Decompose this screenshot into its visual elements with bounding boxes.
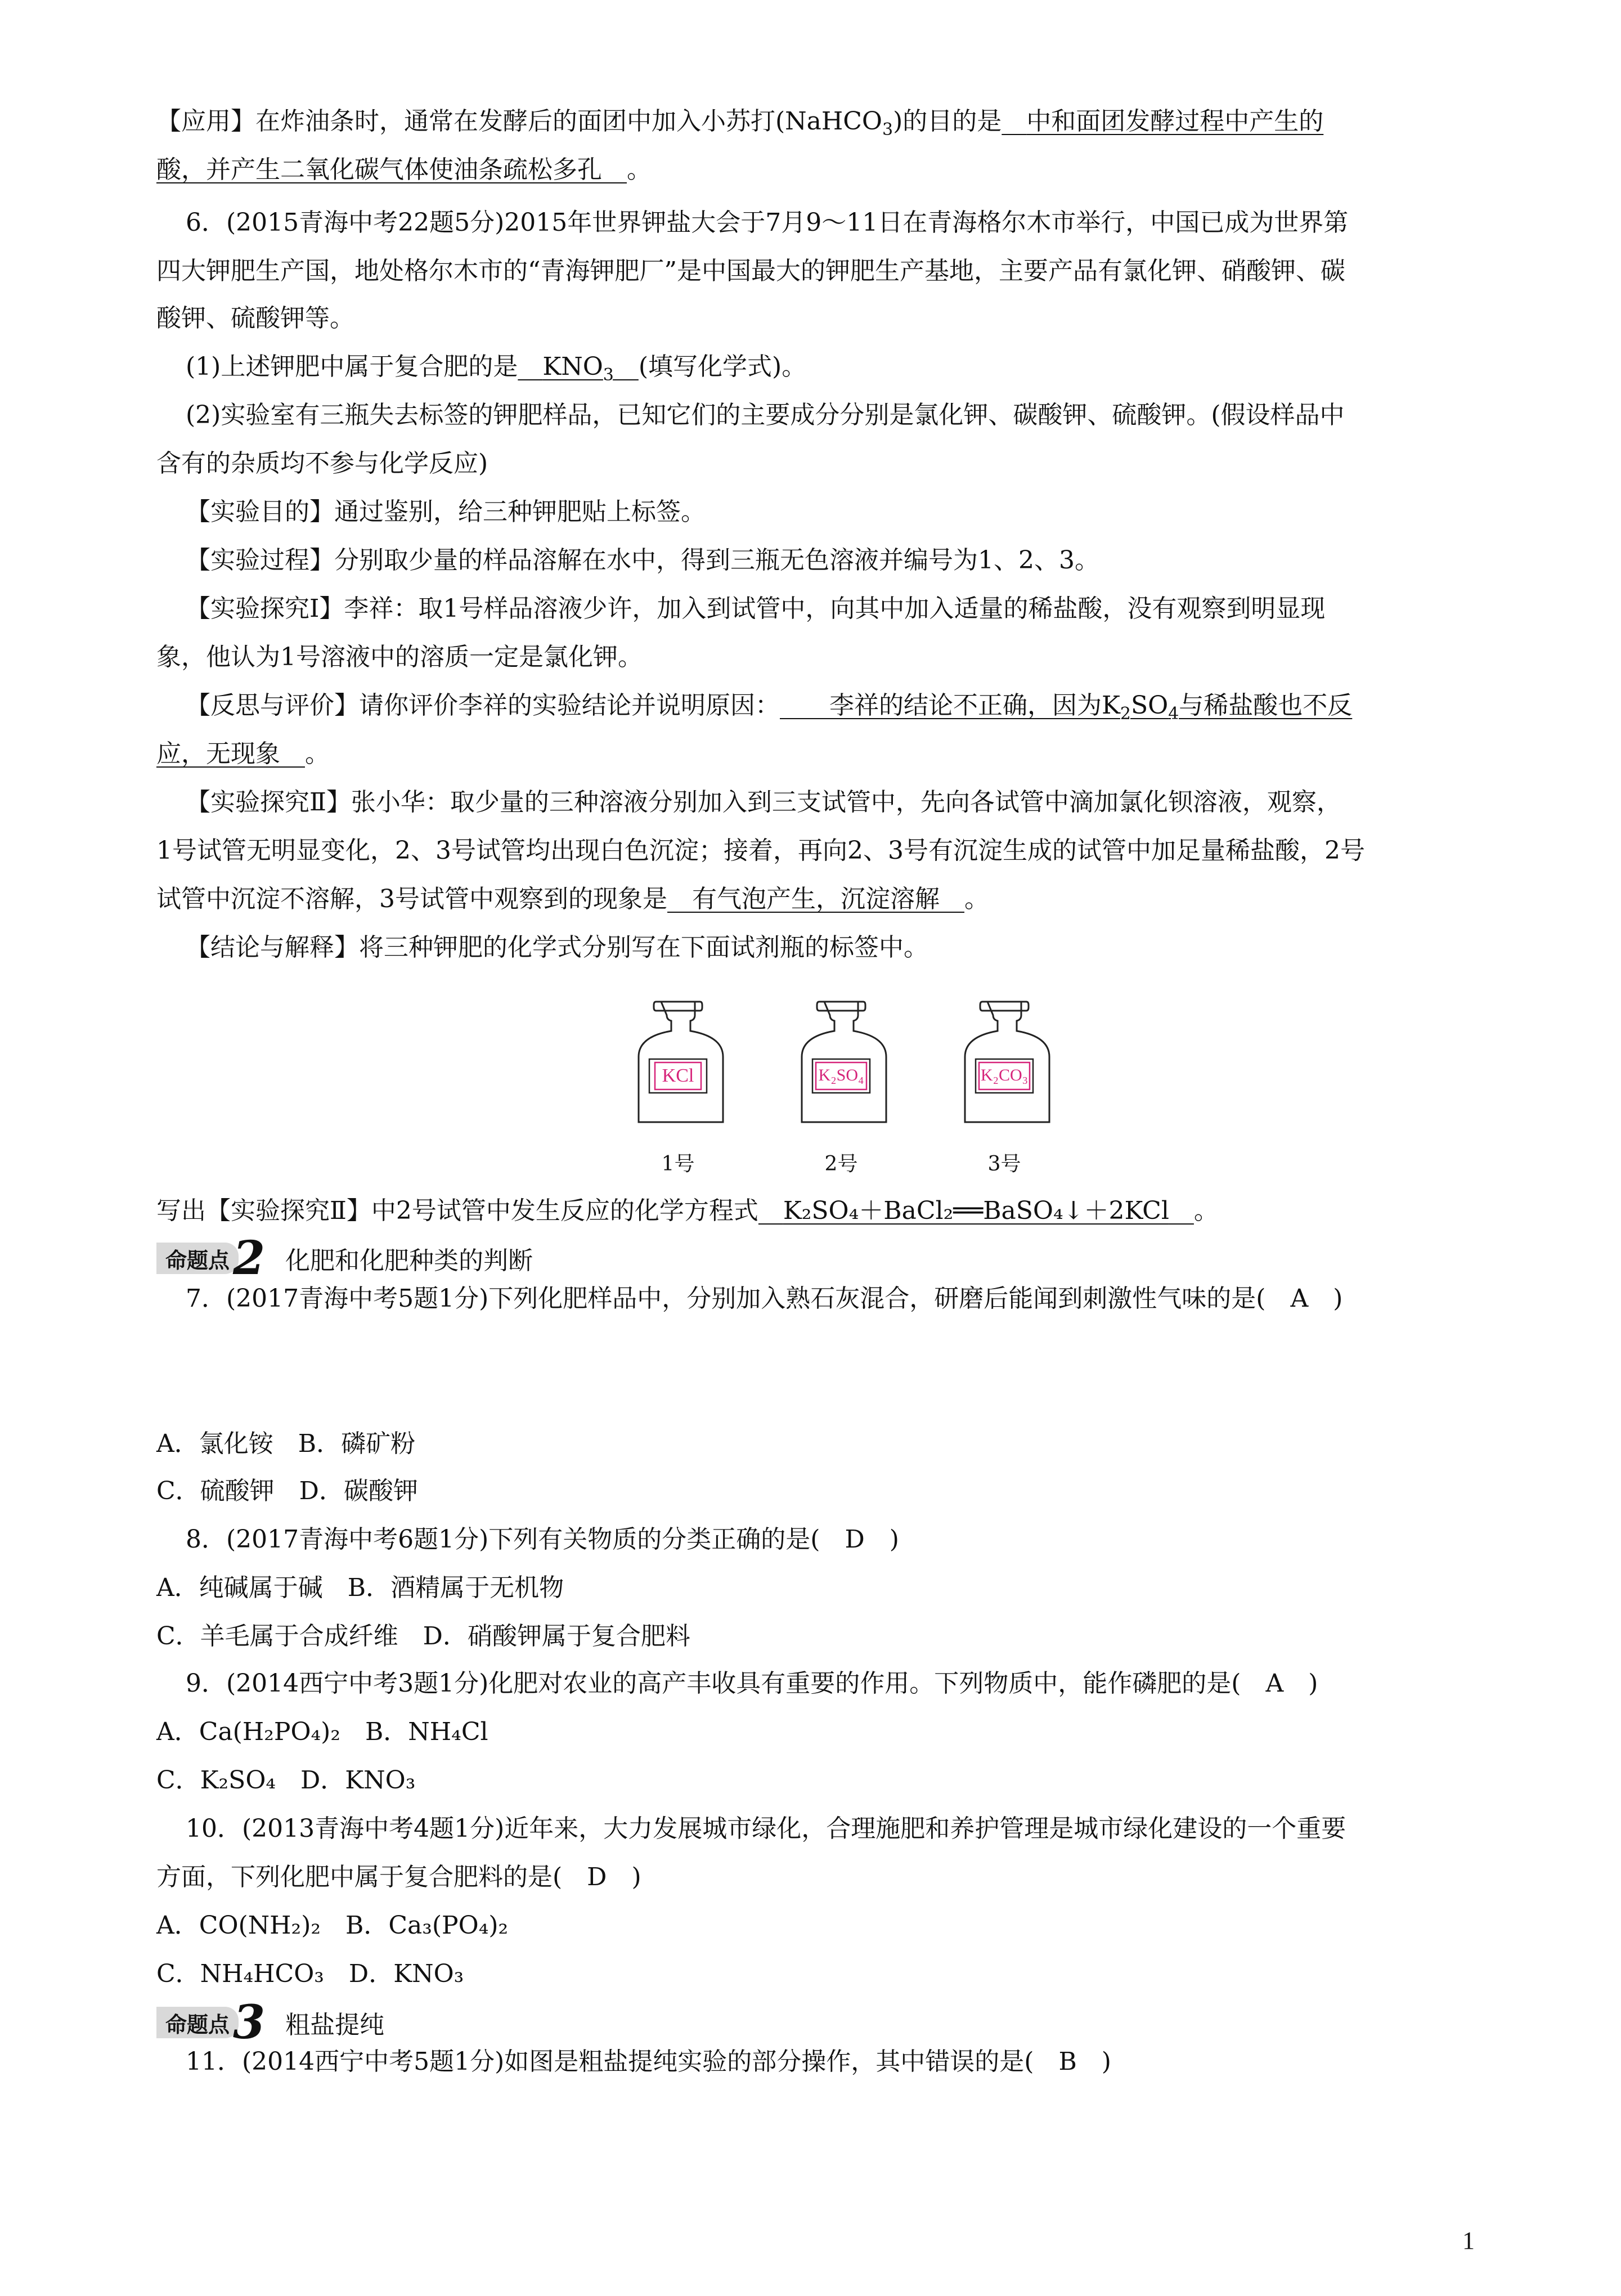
equation-answer: K₂SO₄＋BaCl₂══BaSO₄↓＋2KCl [783,1196,1169,1225]
reflect-answer-cont: 应，无现象 [156,739,280,768]
equation-line: 写出【实验探究Ⅱ】中2号试管中发生反应的化学方程式 K₂SO₄＋BaCl₂══BaSO₄↓＋2KCl 。 [156,1196,1219,1225]
reflect-line-1: 【反思与评价】请你评价李祥的实验结论并说明原因： 李祥的结论不正确，因为$K_2SO_4$与稀盐酸也不反 [186,691,1353,724]
exp2-line-3: 试管中沉淀不溶解，3号试管中观察到的现象是 有气泡产生，沉淀溶解 。 [156,885,989,913]
experiment-aim: 【实验目的】通过鉴别，给三种钾肥贴上标签。 [186,497,706,526]
bottle-2-label: K₂SO₄ [818,1066,864,1084]
q6-part2-line-1: (2)实验室有三瓶失去标签的钾肥样品，已知它们的主要成分分别是氯化钾、碳酸钾、硫酸钾。(假设样品中 [186,401,1345,429]
bottle-1-label: KCl [662,1065,694,1086]
exp2-answer: 有气泡产生，沉淀溶解 [692,885,940,913]
q8-stem: 8．(2017青海中考6题1分)下列有关物质的分类正确的是( D ) [186,1525,899,1554]
q7-stem: 7．(2017青海中考5题1分)下列化肥样品中，分别加入熟石灰混合，研磨后能闻到刺激性气味的是( A ) [186,1284,1343,1313]
topic-number: 2 [233,1231,266,1285]
q7-options-cd: C．硫酸钾 D．碳酸钾 [156,1477,418,1505]
bottle-2-number: 2号 [824,1153,858,1176]
q11-stem: 11．(2014西宁中考5题1分)如图是粗盐提纯实验的部分操作，其中错误的是( B ) [186,2047,1111,2076]
bottle-3 [965,1002,1049,1176]
q10-line-2: 方面，下列化肥中属于复合肥料的是( D ) [156,1863,641,1891]
reflect-answer: 李祥的结论不正确，因为$K_2SO_4$与稀盐酸也不反 [829,691,1353,724]
reagent-bottles-figure [636,996,1052,1182]
topic-title: 粗盐提纯 [285,2011,385,2039]
q6-part1: (1)上述钾肥中属于复合肥的是 $KNO_3$ (填写化学式)。 [186,352,807,385]
application-answer: 中和面团发酵过程中产生的 [1026,107,1324,136]
exp2-line-2: 1号试管无明显变化，2、3号试管均出现白色沉淀；接着，再向2、3号有沉淀生成的试管中加足量稀盐酸，2号 [156,836,1365,865]
topic-number: 3 [233,1995,266,2050]
topic-badge: 命题点 [156,2007,239,2038]
q8-options-ab: A．纯碱属于碱 B．酒精属于无机物 [156,1573,564,1602]
q6-line-3: 酸钾、硫酸钾等。 [156,304,354,333]
q9-options-ab: A．Ca(H₂PO₄)₂ B．NH₄Cl [156,1717,488,1746]
exp1-line-2: 象，他认为1号溶液中的溶质一定是氯化钾。 [156,643,643,671]
q9-stem: 9．(2014西宁中考3题1分)化肥对农业的高产丰收具有重要的作用。下列物质中，能作磷肥的是( A ) [186,1669,1318,1698]
application-answer-cont: 酸，并产生二氧化碳气体使油条疏松多孔 [156,155,602,184]
topic-badge: 命题点 [156,1243,239,1274]
q10-line-1: 10．(2013青海中考4题1分)近年来，大力发展城市绿化，合理施肥和养护管理是城市绿化建设的一个重要 [186,1814,1346,1843]
exp1-line-1: 【实验探究Ⅰ】李祥：取1号样品溶液少许，加入到试管中，向其中加入适量的稀盐酸，没有观察到明显现 [186,594,1326,623]
q8-options-cd: C．羊毛属于合成纤维 D．硝酸钾属于复合肥料 [156,1622,690,1651]
q6-line-1: 6．(2015青海中考22题5分)2015年世界钾盐大会于7月9～11日在青海格尔木市举行，中国已成为世界第 [186,208,1349,237]
experiment-process: 【实验过程】分别取少量的样品溶解在水中，得到三瓶无色溶液并编号为1、2、3。 [186,546,1099,575]
q6-part1-answer: $KNO_3$ [542,352,614,385]
topic-heading-3 [156,1995,385,2050]
bottle-1 [639,1002,723,1176]
reflect-line-2: 应，无现象 。 [156,739,330,768]
page-number: 1 [1462,2227,1475,2254]
exp2-line-1: 【实验探究Ⅱ】张小华：取少量的三种溶液分别加入到三支试管中，先向各试管中滴加氯化钡溶液，观察， [186,788,1341,817]
application-line-2: 酸，并产生二氧化碳气体使油条疏松多孔 。 [156,155,652,184]
conclusion-line: 【结论与解释】将三种钾肥的化学式分别写在下面试剂瓶的标签中。 [186,933,928,962]
bottle-3-number: 3号 [987,1153,1021,1176]
topic-heading-2 [156,1231,533,1285]
q6-part2-line-2: 含有的杂质均不参与化学反应) [156,449,488,478]
q6-line-2: 四大钾肥生产国，地处格尔木市的“青海钾肥厂”是中国最大的钾肥生产基地，主要产品有氯化钾、硝酸钾、碳 [156,257,1345,285]
q7-options-ab: A．氯化铵 B．磷矿粉 [156,1429,416,1458]
bottle-1-number: 1号 [661,1153,695,1176]
application-line-1: 【应用】在炸油条时，通常在发酵后的面团中加入小苏打(NaHCO$_3$)的目的是 中和面团发酵过程中产生的 [156,107,1324,140]
topic-title: 化肥和化肥种类的判断 [285,1246,533,1275]
q10-options-cd: C．NH₄HCO₃ D．KNO₃ [156,1959,464,1988]
bottle-2 [802,1002,886,1176]
q9-options-cd: C．K₂SO₄ D．KNO₃ [156,1766,416,1795]
bottle-3-label: K₂CO₃ [980,1066,1029,1084]
q10-options-ab: A．CO(NH₂)₂ B．Ca₃(PO₄)₂ [156,1911,509,1940]
